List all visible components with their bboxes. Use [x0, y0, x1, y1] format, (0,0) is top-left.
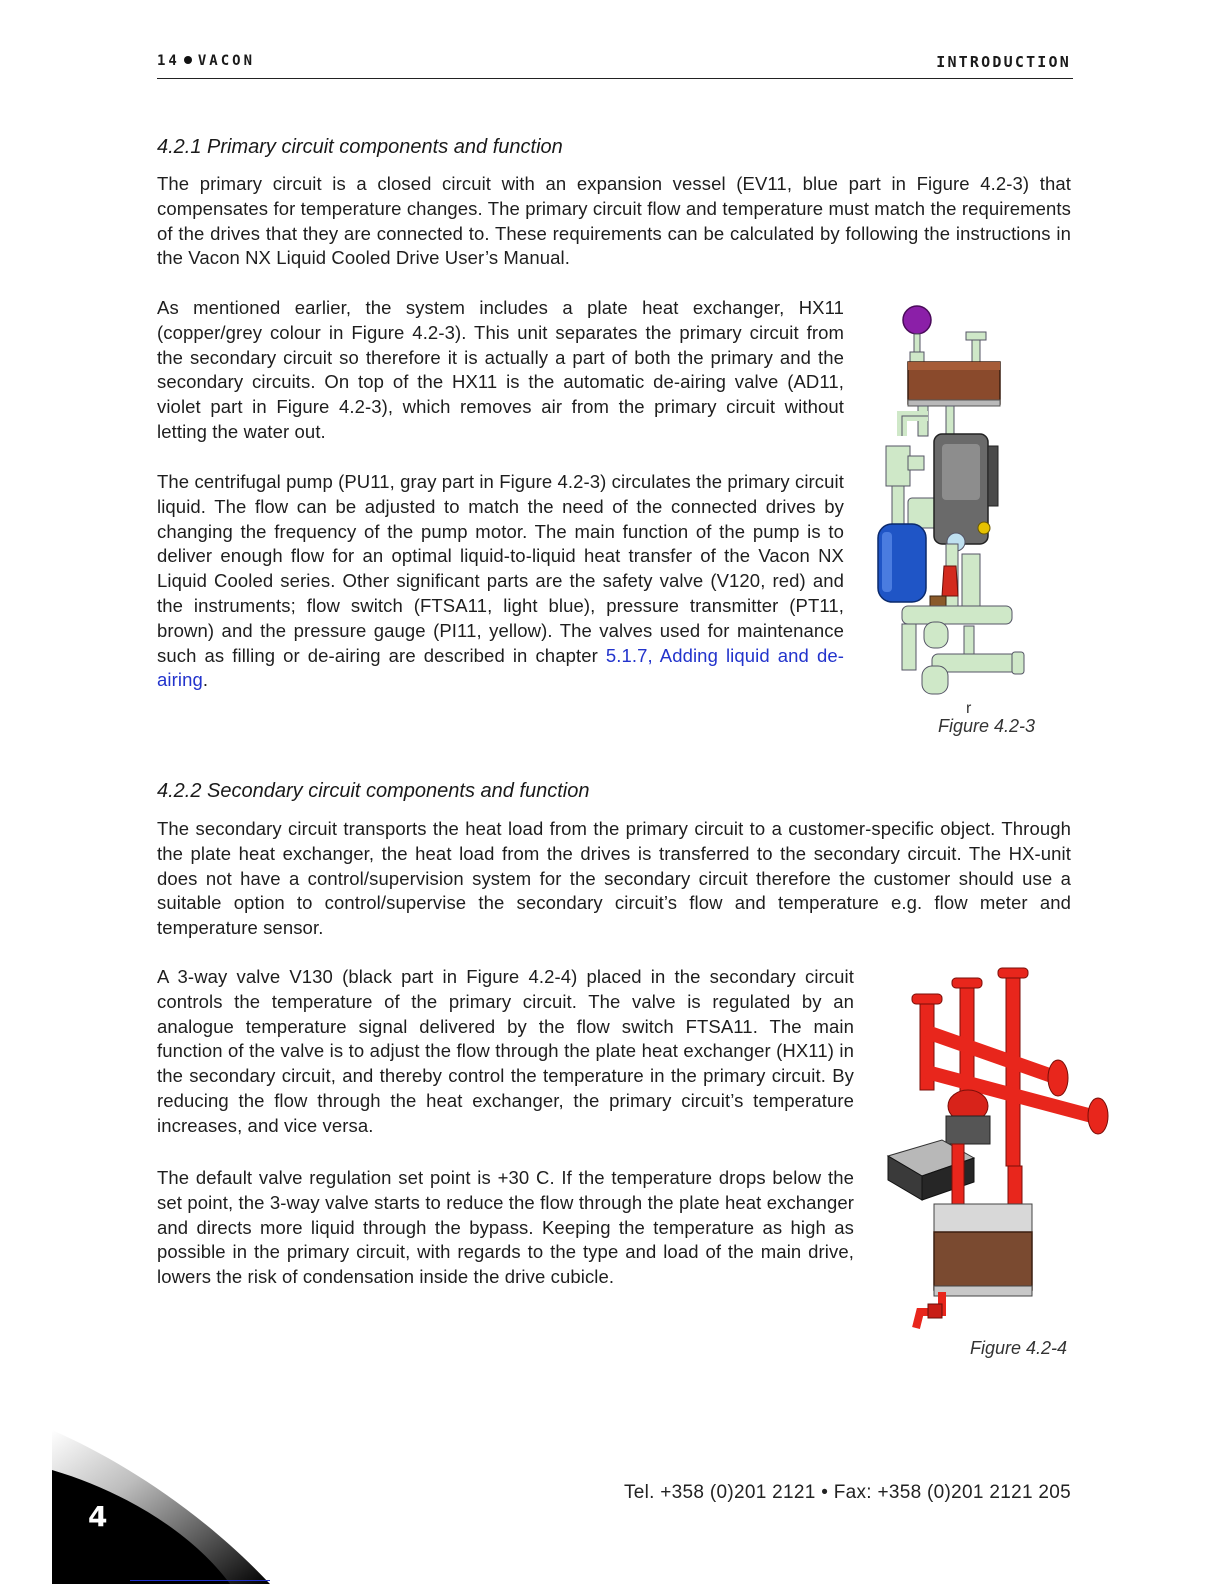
page-badge-number: 4 — [88, 1500, 108, 1533]
primary-para-3-text: The centrifugal pump (PU11, gray part in Figure 4.2-3) circulates the primary circuit liquid. The flow can be adjusted to match the need of the connected drives by changing the frequency of the pump motor. The main function of the pump is to deliver enough flow for an optimal liquid-to-liquid heat transfer of the Vacon NX Liquid Cooled series. Other significant parts are the safety valve (V120, red) and the instruments; flow switch (FTSA11, light blue), pressure transmitter (PT11, brown) and the pressure gauge (PI11, yellow). The valves used for maintenance such as filling or de-airing are described in chapter — [157, 471, 844, 666]
figure-mark: r — [966, 700, 972, 717]
secondary-para-3: The default valve regulation set point is +30 C. If the temperature drops below the set point, the 3-way valve starts to reduce the flow through the plate heat exchanger and directs more liquid through the bypass. Keeping the temperature as high as possible in the primary circuit, with regards to the type and load of the main drive, lowers the risk of condensation inside the drive cubicle. — [157, 1167, 854, 1288]
header-page-number: 14 — [157, 53, 180, 69]
figure-caption-4-2-3: Figure 4.2-3 — [938, 716, 1036, 736]
header-left — [157, 53, 255, 69]
chapter-link-adding-liquid[interactable]: 5.1.7, Adding liquid and de-airing — [157, 644, 844, 691]
section-number: 4.2.1 — [157, 136, 202, 158]
figure-caption-4-2-4: Figure 4.2-4 — [970, 1338, 1068, 1358]
footer-contact: Tel. +358 (0)201 2121 • Fax: +358 (0)201 2121 205 — [623, 1482, 1071, 1503]
figure-primary-circuit — [872, 296, 1042, 706]
section-title: Primary circuit components and function — [207, 136, 563, 158]
section-heading-secondary — [157, 780, 590, 803]
primary-para-3 — [157, 470, 844, 693]
section-number: 4.2.2 — [157, 780, 202, 802]
footer-link-underline — [130, 1580, 270, 1581]
section-title: Secondary circuit components and function — [207, 780, 590, 802]
primary-para-1: The primary circuit is a closed circuit with an expansion vessel (EV11, blue part in Figure 4.2-3) that compensates for temperature changes. The primary circuit flow and temperature must match the requirements of the drives that they are connected to. These requirements can be calculated by following the instructions in the Vacon NX Liquid Cooled Drive User’s Manual. — [157, 173, 1071, 269]
footer-corner-graphic — [0, 1420, 300, 1584]
header-brand: VACON — [197, 53, 256, 69]
secondary-para-1: The secondary circuit transports the heat load from the primary circuit to a customer-specific object. Through the plate heat exchanger, the heat load from the drives is transferred to the secondary circuit. The HX-unit does not have a control/supervision system for the secondary circuit therefore the customer should use a suitable option to control/supervise the secondary circuit’s flow and temperature e.g. flow meter and temperature sensor. — [157, 818, 1071, 939]
primary-para-2: As mentioned earlier, the system includes a plate heat exchanger, HX11 (copper/grey colour in Figure 4.2-3). This unit separates the primary circuit from the secondary circuit so therefore it is actually a part of both the primary and the secondary circuits. On top of the HX11 is the automatic de-airing valve (AD11, violet part in Figure 4.2-3), which removes air from the primary circuit without letting the water out. — [157, 297, 844, 442]
section-heading-primary — [157, 136, 563, 159]
heat-exchanger-shape — [934, 1232, 1032, 1290]
page-header — [157, 52, 1073, 79]
deairing-valve-shape — [903, 306, 931, 334]
primary-para-3-end: . — [202, 669, 209, 691]
bullet-icon — [184, 56, 192, 64]
figure-secondary-circuit — [882, 966, 1118, 1334]
header-chapter-title: INTRODUCTION — [936, 53, 1071, 71]
secondary-para-2: A 3-way valve V130 (black part in Figure 4.2-4) placed in the secondary circuit controls the temperature of the primary circuit. The valve is regulated by an analogue temperature signal delivered by the flow switch FTSA11. The main function of the valve is to adjust the flow through the plate heat exchanger (HX11) in the secondary circuit, and thereby control the temperature in the primary circuit. By reducing the flow through the heat exchanger, the primary circuit’s temperature increases, and vice versa. — [157, 966, 854, 1136]
